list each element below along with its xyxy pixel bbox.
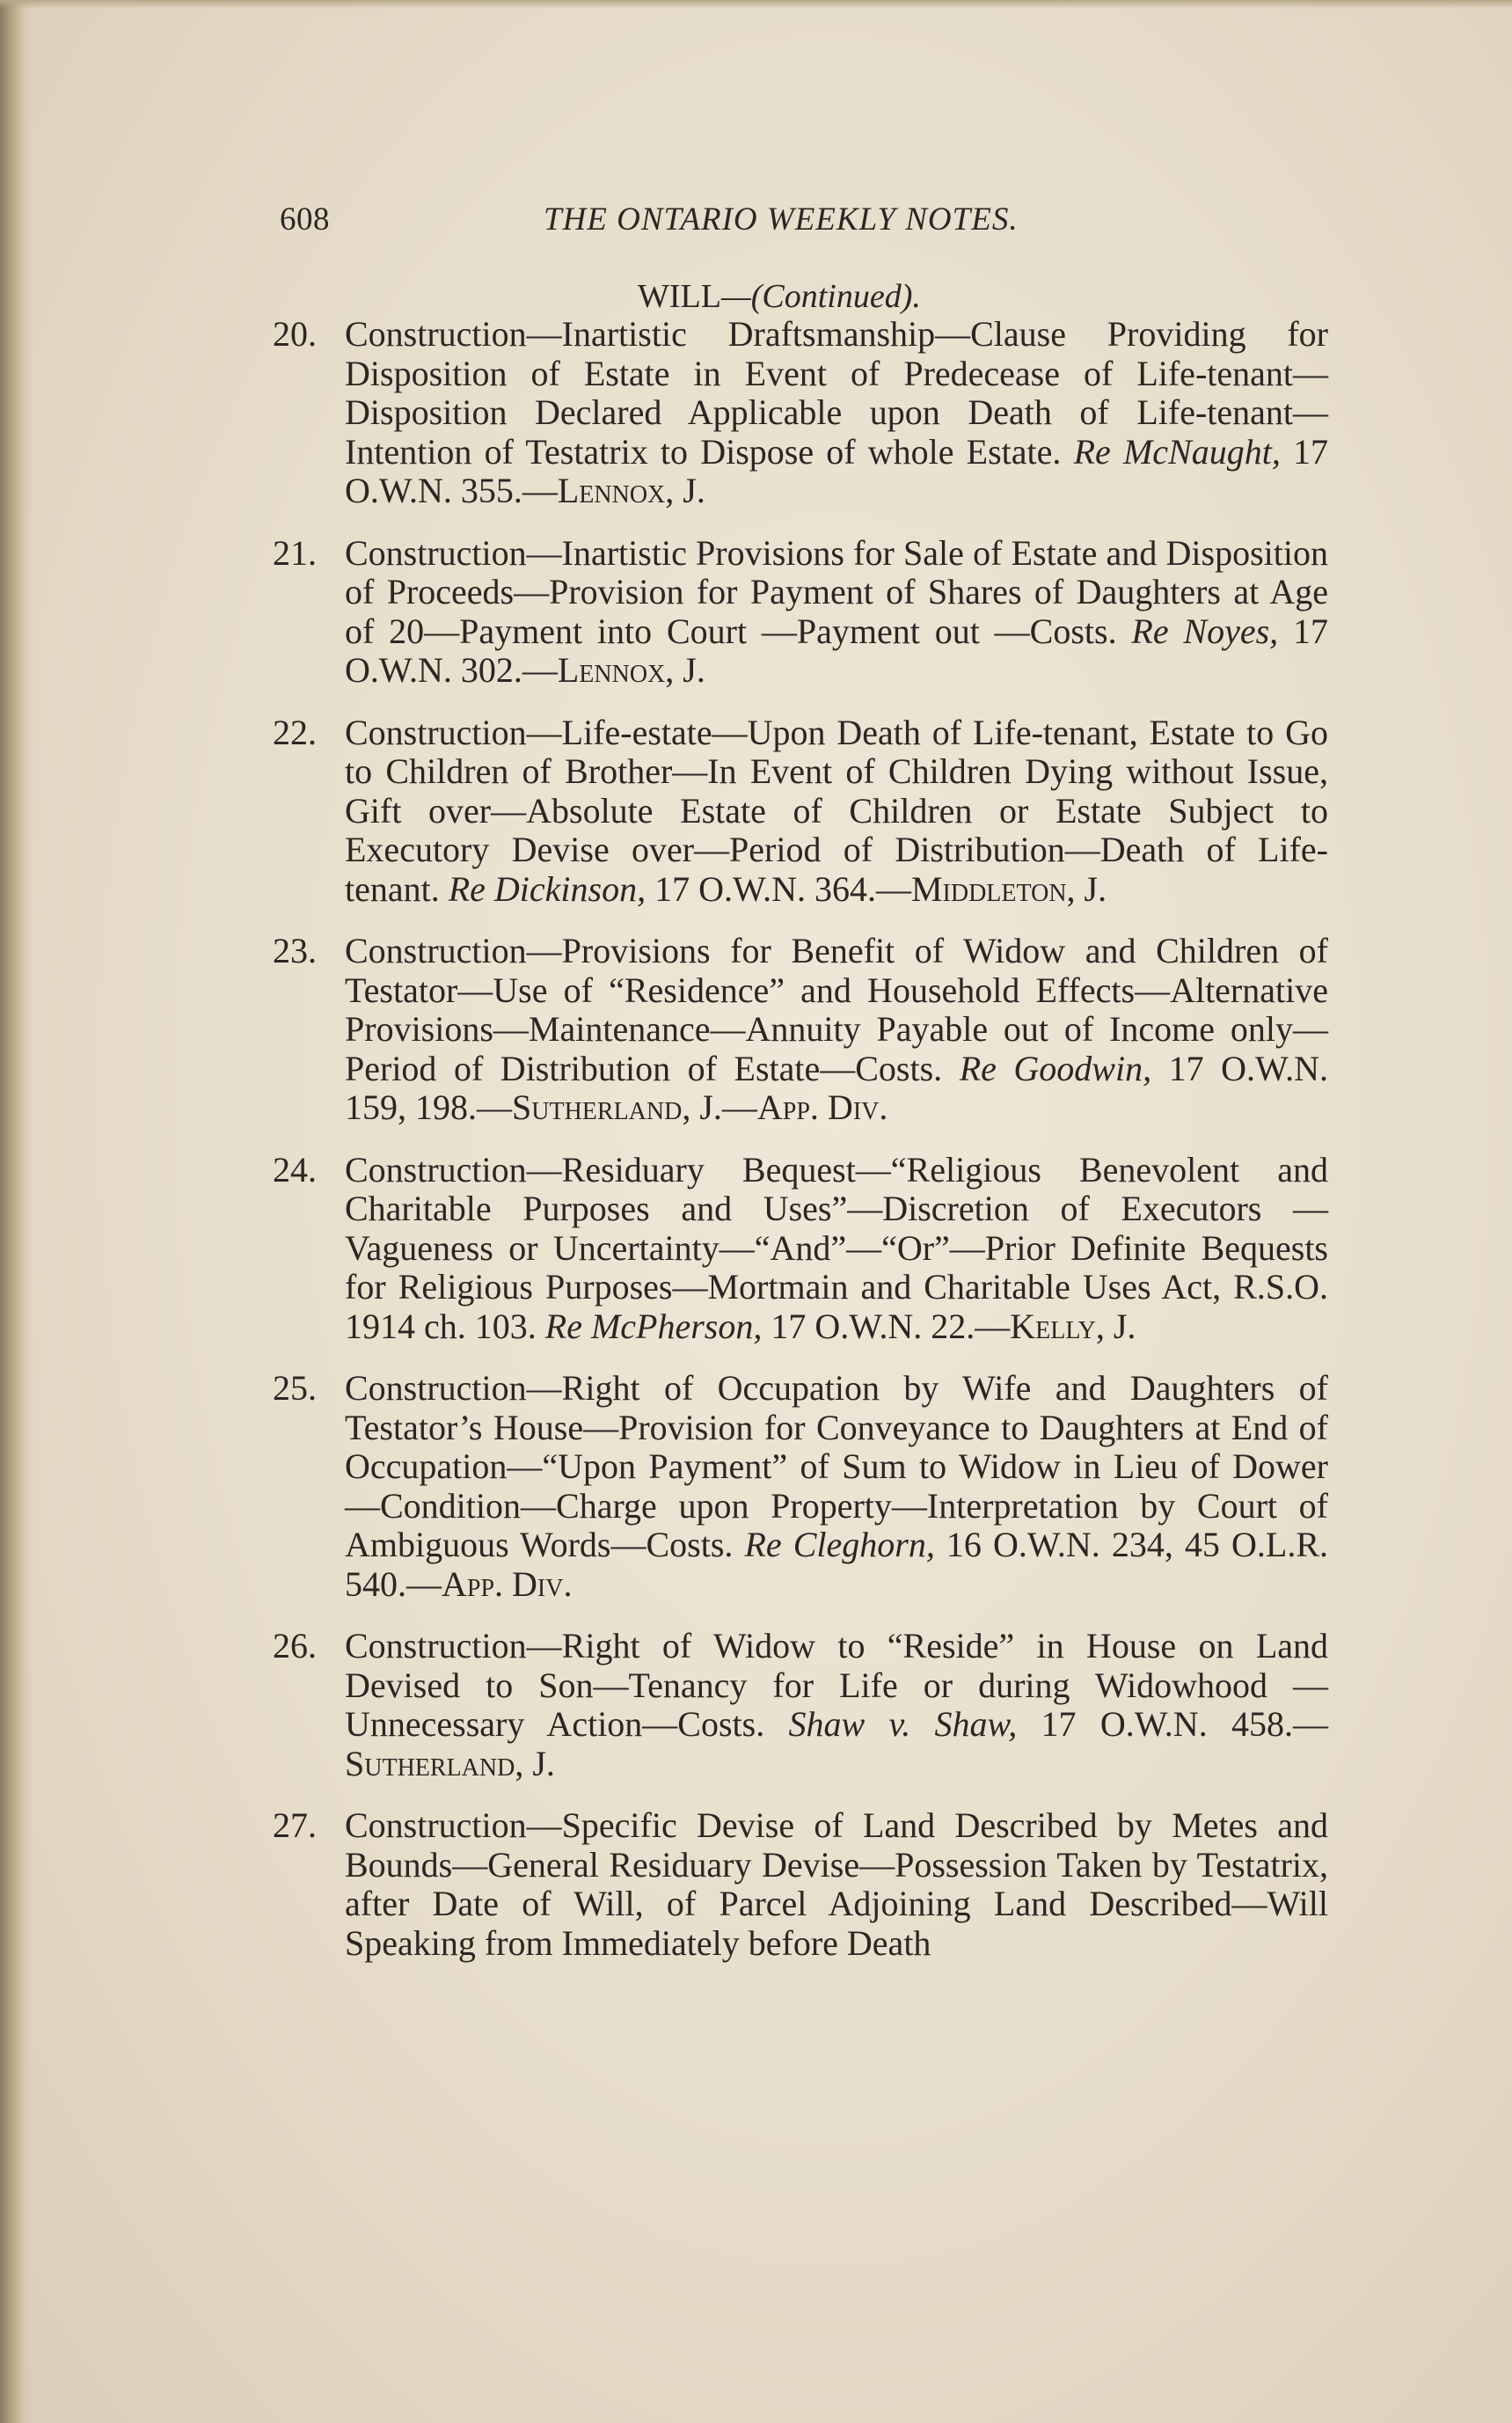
judge: Lennox, J. bbox=[557, 471, 705, 510]
judge: Sutherland, J.—App. Div. bbox=[512, 1087, 888, 1127]
digest-entry bbox=[273, 1151, 1328, 1347]
entry-number: 27. bbox=[273, 1805, 317, 1845]
judge: Sutherland, J. bbox=[345, 1743, 555, 1783]
entry-number: 20. bbox=[273, 314, 317, 354]
case-citation: 17 O.W.N. 302.— bbox=[345, 611, 1328, 690]
running-head bbox=[280, 201, 1071, 246]
digest-entry bbox=[273, 534, 1328, 691]
case-citation: 17 O.W.N. 364.— bbox=[646, 868, 911, 909]
case-citation: 17 O.W.N. 458.— bbox=[1017, 1704, 1328, 1744]
case-name: Re Noyes, bbox=[1131, 611, 1279, 651]
case-citation: 17 O.W.N. 22.— bbox=[762, 1306, 1011, 1346]
judge: App. Div. bbox=[442, 1563, 573, 1604]
entry-text: Construction—Right of Widow to “Reside” in House on Land Devised to Son—Tenancy for Life or during Widowhood —Unnecessary Action—Costs. bbox=[345, 1626, 1328, 1744]
entry-text: Construction—Specific Devise of Land Described by Metes and Bounds—General Residuary Devise—Possession Taken by Testatrix, after Date of Will, of Parcel Adjoining Land Described—Will Speaking from Immediately before Death bbox=[345, 1805, 1328, 1963]
case-name: Re McPherson, bbox=[544, 1306, 763, 1346]
entry-text: Construction—Right of Occupation by Wife and Daughters of Testator’s House—Provision for Conveyance to Daughters at End of Occupation—“Upon Payment” of Sum to Widow in Lieu of Dower—Condition—Charge upon Property—Interpretation by Court of Ambiguous Words—Costs. bbox=[345, 1368, 1328, 1564]
case-citation: 17 O.W.N. 355.— bbox=[345, 431, 1329, 510]
entry-text: Construction—Provisions for Benefit of Widow and Children of Testator—Use of “Residence” and Household Effects—Alternative Provisions—Maintenance—Annuity Payable out of Income only—Period of Distribution of Estate—Costs. bbox=[345, 931, 1328, 1088]
entry-number: 26. bbox=[273, 1626, 317, 1665]
entry-text: Construction—Life-estate—Upon Death of Life-tenant, Estate to Go to Children of Brother—In Event of Children Dying without Issue, Gift over—Absolute Estate of Children or Estate Subject to Executory Devise over—Period of Distribution—Death of Life-tenant. bbox=[345, 712, 1328, 909]
digest-entries bbox=[273, 315, 1328, 1986]
case-name: Re Cleghorn, bbox=[744, 1525, 935, 1564]
digest-entry bbox=[273, 1806, 1328, 1963]
entry-number: 24. bbox=[273, 1149, 317, 1190]
digest-entry bbox=[273, 315, 1328, 511]
case-name: Re McNaught, bbox=[1073, 431, 1281, 472]
journal-title: THE ONTARIO WEEKLY NOTES. bbox=[544, 201, 1019, 238]
case-name: Re Goodwin, bbox=[959, 1048, 1152, 1088]
section-heading bbox=[638, 277, 921, 316]
entry-number: 23. bbox=[273, 931, 317, 970]
case-name: Shaw v. Shaw, bbox=[788, 1704, 1018, 1744]
entry-text: Construction—Inartistic Draftsmanship—Clause Providing for Disposition of Estate in Event of Predecease of Life-tenant—Disposition Declared Applicable upon Death of Life-tenant—Intention of Testatrix to Dispose of whole Estate. bbox=[345, 314, 1328, 472]
entry-number: 21. bbox=[273, 532, 317, 573]
digest-entry bbox=[273, 932, 1328, 1128]
digest-entry bbox=[273, 1627, 1328, 1783]
judge: Middleton, J. bbox=[910, 868, 1107, 909]
entry-number: 25. bbox=[273, 1368, 317, 1408]
judge: Kelly, J. bbox=[1010, 1306, 1136, 1346]
case-citation: 16 O.W.N. 234, 45 O.L.R. 540.— bbox=[345, 1525, 1328, 1604]
entry-number: 22. bbox=[273, 712, 317, 752]
case-citation: 17 O.W.N. 159, 198.— bbox=[345, 1048, 1328, 1127]
entry-text: Construction—Inartistic Provisions for Sale of Estate and Disposition of Proceeds—Provision for Payment of Shares of Daughters at Age of 20—Payment into Court —Payment out —Costs. bbox=[345, 532, 1328, 651]
digest-entry bbox=[273, 1369, 1328, 1604]
case-name: Re Dickinson, bbox=[448, 868, 646, 909]
judge: Lennox, J. bbox=[557, 650, 705, 690]
book-spine-shadow bbox=[0, 0, 33, 2423]
section-title: WILL bbox=[638, 278, 721, 315]
page-top-edge bbox=[0, 0, 1512, 9]
entry-text: Construction—Residuary Bequest—“Religious Benevolent and Charitable Purposes and Uses”—Discretion of Executors —Vagueness or Uncertainty—“And”—“Or”—Prior Definite Bequests for Religious Purposes—Mortmain and Charitable Uses Act, R.S.O. 1914 ch. 103. bbox=[345, 1149, 1328, 1346]
page-number: 608 bbox=[280, 201, 330, 238]
digest-entry bbox=[273, 714, 1328, 910]
section-continued: —(Continued). bbox=[720, 278, 921, 315]
